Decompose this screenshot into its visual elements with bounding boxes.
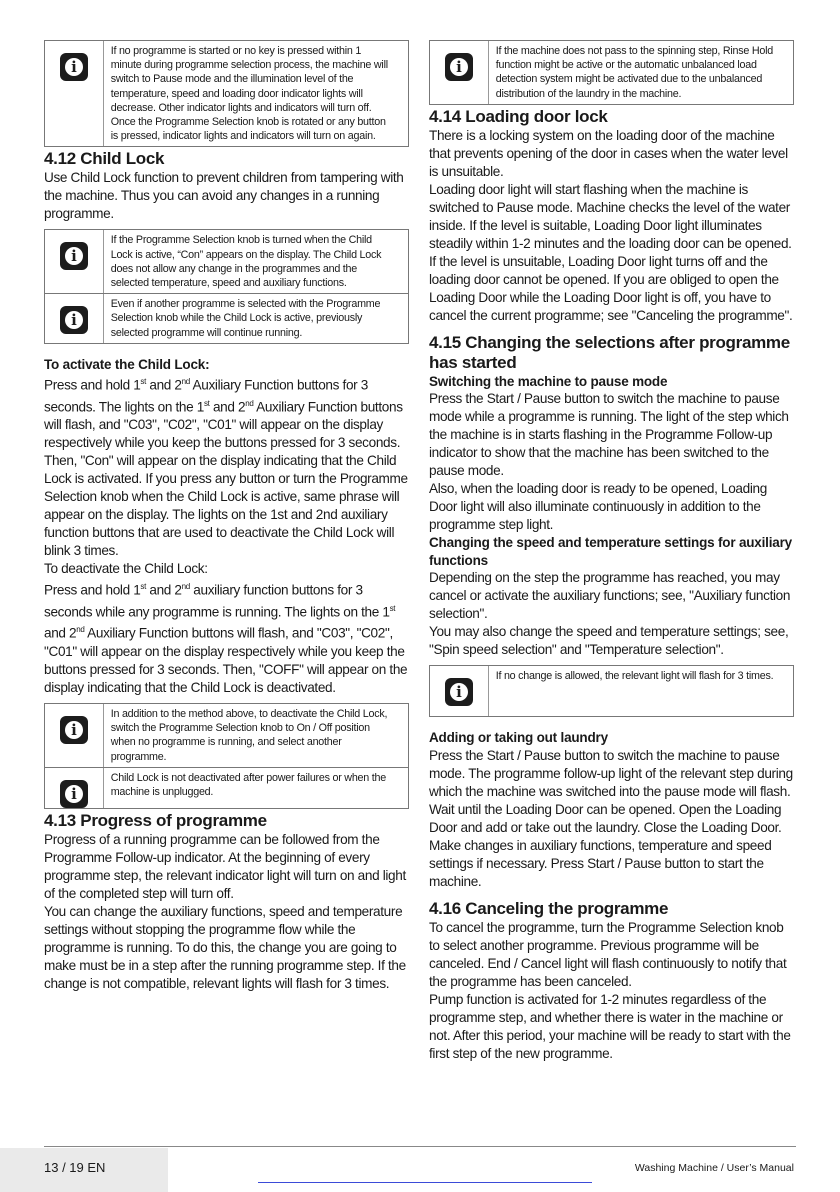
paragraph: Pump function is activated for 1-2 minutes regardless of the programme step, and whether there is water in the machine or not. After this period, your machine will be ready to start with the first step of the new programme. — [429, 991, 791, 1061]
info-note — [44, 229, 409, 294]
paragraph: Press and hold 1st and 2nd Auxiliary Function buttons for 3 seconds. The lights on the 1st and 2nd Auxiliary Function buttons will flash, and "C03", "C02", "C01" will appear on the display respectively while you keep the buttons pressed for 3 seconds. Then, "Con" will appear on the display indicating that the Child Lock is activated. If you press any button or turn the Programme Selection knob when the Child Lock is active, same phrase will appear on the display. The lights on the 1st and 2nd auxiliary function buttons that are used to deactivate the Child Lock will blink 3 times. — [44, 377, 408, 559]
right-column — [429, 40, 794, 1063]
info-icon — [60, 306, 88, 334]
paragraph: Progress of a running programme can be followed from the Programme Follow-up indicator. At the beginning of every programme step, the relevant indicator light will turn on and light of the completed step will turn off. — [44, 831, 406, 901]
paragraph: Press the Start / Pause button to switch the machine to pause mode. The programme follow-up light of the relevant step during which the machine was switched into the pause mode will flash. Wait until the Loading Door can be opened. Open the Loading Door and add or take out the laundry. Close the Loading Door. Make changes in auxiliary functions, temperature and speed settings if necessary. Press Start / Pause button to start the machine. — [429, 747, 793, 889]
subheading: Changing the speed and temperature settings for auxiliary functions — [429, 535, 792, 568]
section-heading: 4.13 Progress of programme — [44, 810, 267, 830]
info-note — [429, 665, 794, 717]
footer-divider — [44, 1146, 796, 1147]
section-heading: 4.12 Child Lock — [44, 149, 165, 169]
info-icon — [60, 242, 88, 270]
info-icon — [445, 53, 473, 81]
info-icon — [445, 678, 473, 706]
left-column — [44, 40, 409, 993]
subheading: Switching the machine to pause mode — [429, 373, 668, 389]
info-note — [44, 768, 409, 809]
paragraph: To cancel the programme, turn the Programme Selection knob to select another programme. Previous programme will be canceled. End / Cancel light will flash continuously to notify that the programme has been canceled. — [429, 919, 787, 989]
page-number: 13 / 19 EN — [44, 1160, 106, 1175]
note-text: If no change is allowed, the relevant light will flash for 3 times. — [495, 670, 774, 683]
note-text: Child Lock is not deactivated after power failures or when the machine is unplugged. — [110, 771, 386, 799]
paragraph: If the level is unsuitable, Loading Door light turns off and the loading door cannot be opened. If you are obliged to open the Loading Door while the Loading Door light is off, you have to cancel the current programme; see "Canceling the programme". — [429, 253, 793, 323]
manual-title: Washing Machine / User’s Manual — [634, 1162, 794, 1174]
info-note — [44, 294, 409, 344]
info-icon — [60, 53, 88, 81]
section-heading: 4.16 Canceling the programme — [429, 898, 669, 918]
subheading: Adding or taking out laundry — [429, 730, 608, 746]
paragraph: Also, when the loading door is ready to be opened, Loading Door light will also illuminate continuously in addition to the programme step light. — [429, 481, 767, 533]
note-text: In addition to the method above, to deactivate the Child Lock, switch the Programme Selection knob to On / Off position when no programme is running, and select another programme. — [110, 708, 388, 763]
paragraph: You may also change the speed and temperature settings; see, "Spin speed selection" and "Temperature selection". — [429, 624, 789, 658]
paragraph: Loading door light will start flashing when the machine is switched to Pause mode. Machine checks the level of the water inside. If the level is suitable, Loading Door light illuminates steadily within 1-2 minutes and the loading door can be opened. — [429, 181, 792, 251]
note-text: If the machine does not pass to the spinning step, Rinse Hold function might be active or the automatic unbalanced load detection system might be activated due to the unbalanced distribution of the laundry in the machine. — [495, 45, 774, 100]
paragraph: Use Child Lock function to prevent children from tampering with the machine. Thus you can avoid any changes in a running programme. — [44, 170, 404, 222]
paragraph: Press and hold 1st and 2nd auxiliary function buttons for 3 seconds while any programme is running. The lights on the 1st and 2nd Auxiliary Function buttons will flash, and "C03", "C02", "C01" will appear on the display respectively while you keep the buttons pressed for 3 seconds. Then, "COFF" will appear on the display indicating that the Child Lock is deactivated. — [44, 582, 408, 695]
info-icon — [60, 716, 88, 744]
paragraph: Press the Start / Pause button to switch the machine to pause mode while a programme is running. The light of the step which the machine is in starts flashing in the Programme Follow-up indicator to show that the machine has been switched to the pause mode. — [429, 391, 789, 479]
info-note — [44, 703, 409, 768]
paragraph: To deactivate the Child Lock: — [44, 561, 208, 577]
note-text: Even if another programme is selected with the Programme Selection knob while the Child Lock is active, previously selected programme will continue running. — [110, 298, 381, 339]
info-note — [44, 40, 409, 147]
section-heading: 4.14 Loading door lock — [429, 106, 608, 126]
paragraph: There is a locking system on the loading door of the machine that prevents opening of the door in cases when the water level is unsuitable. — [429, 127, 788, 179]
section-heading: 4.15 Changing the selections after programme has started — [429, 332, 790, 372]
subheading: To activate the Child Lock: — [44, 356, 210, 372]
paragraph: You can change the auxiliary functions, speed and temperature settings without stopping the programme flow while the programme is running. To do this, the change you are going to make must be in a step after the running programme step. If the change is not compatible, relevant lights will flash for 3 times. — [44, 903, 406, 991]
paragraph: Depending on the step the programme has reached, you may cancel or activate the auxiliary functions; see, "Auxiliary function selection". — [429, 570, 791, 622]
info-note — [429, 40, 794, 105]
note-text: If the Programme Selection knob is turned when the Child Lock is active, “Con” appears on the display. The Child Lock does not allow any change in the programmes and the selected temperature, speed and auxiliary functions. — [110, 234, 382, 290]
footer-link-underline — [258, 1182, 592, 1183]
note-text: If no programme is started or no key is pressed within 1 minute during programme selection process, the machine will switch to Pause mode and the illumination level of the temperature, speed and loading door indicator lights will decrease. Other indicator lights and indicators will turn off. Once the Programme Selection knob is rotated or any button is pressed, indicator lights and indicators will turn on again. — [110, 45, 388, 143]
info-icon — [60, 780, 88, 808]
